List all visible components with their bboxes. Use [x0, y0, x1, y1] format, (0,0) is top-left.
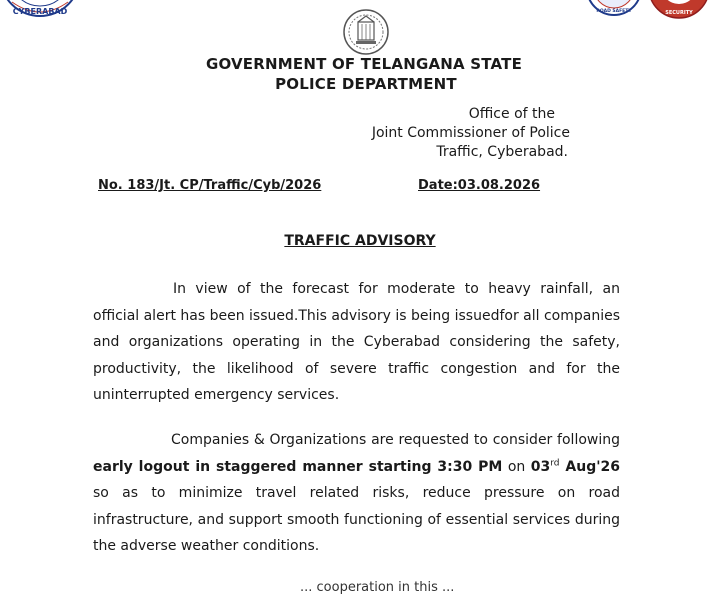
- office-address: [372, 105, 570, 162]
- p2-rest: so as to minimize travel related risks, reduce pressure on road infrastructure, and support smooth functioning of essential services during the adverse weather conditions.: [93, 485, 620, 554]
- paragraph-3-cut-off: ... cooperation in this ...: [300, 580, 455, 595]
- paragraph-1: In view of the forecast for moderate to heavy rainfall, an official alert has been issued.This advisory is being issuedfor all companies and organizations operating in the Cyberabad considering the safety, productivity, the likelihood of severe traffic congestion and for the uninterrupted emergency services.: [93, 281, 620, 403]
- office-line-2: Joint Commissioner of Police: [371, 125, 570, 141]
- p2-date-month: Aug'26: [559, 458, 621, 475]
- svg-text:CYBERABAD: CYBERABAD: [12, 7, 68, 16]
- road-safety-logo: [586, 0, 642, 22]
- cyberabad-police-logo: [0, 0, 86, 26]
- office-line-3: Traffic, Cyberabad.: [436, 144, 568, 160]
- svg-text:SECURITY: SECURITY: [665, 10, 693, 16]
- paragraph-2: [93, 427, 620, 560]
- office-line-1: Office of the: [468, 106, 555, 122]
- header-department: POLICE DEPARTMENT: [275, 75, 457, 93]
- advisory-title: TRAFFIC ADVISORY: [284, 233, 436, 249]
- p2-mid: on: [502, 458, 531, 475]
- security-council-logo: [648, 0, 710, 22]
- svg-text:ROAD SAFETY: ROAD SAFETY: [596, 9, 632, 14]
- p2-date-day: 03: [530, 458, 551, 475]
- p2-logout-instruction: early logout in staggered manner starting 3:30 PM: [93, 458, 503, 475]
- header-government: GOVERNMENT OF TELANGANA STATE: [205, 55, 523, 73]
- p2-date-suffix: rd: [550, 457, 560, 468]
- reference-date: Date:03.08.2026: [418, 178, 541, 193]
- p2-intro: Companies & Organizations are requested to consider following: [171, 432, 620, 448]
- state-emblem-icon: [340, 8, 392, 56]
- reference-number: No. 183/Jt. CP/Traffic/Cyb/2026: [98, 178, 322, 193]
